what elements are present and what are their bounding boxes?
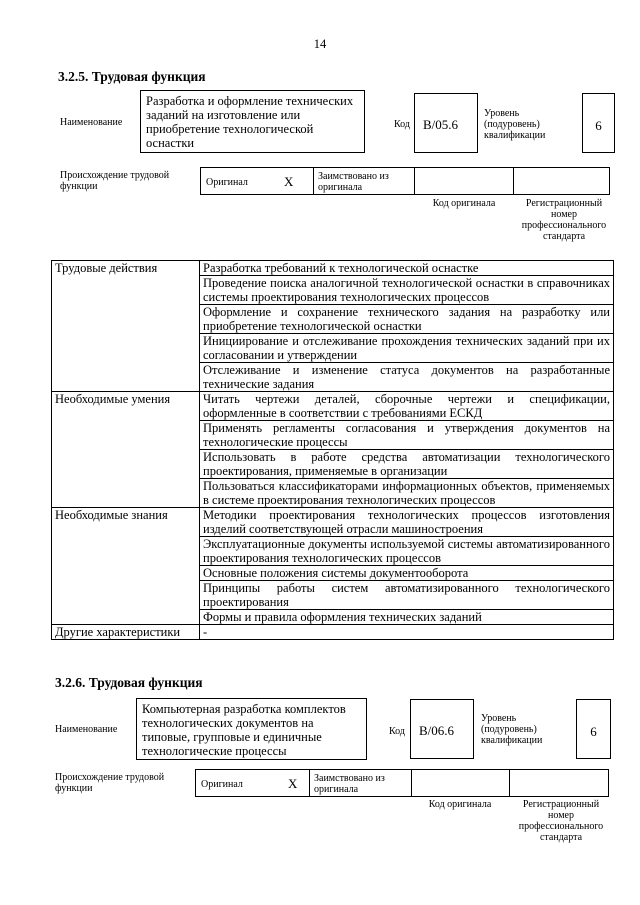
original-label: Оригинал: [201, 779, 243, 790]
orig-code-label: Код оригинала: [432, 198, 496, 209]
origin-label: Происхождение трудовой функции: [60, 170, 170, 192]
knowledge-item: Эксплуатационные документы используемой системы автоматизированного проектирования технологических процессов: [200, 537, 614, 566]
function-table: [51, 260, 614, 640]
page-number: 14: [313, 37, 327, 51]
skill-item: Пользоваться классификаторами информационных объектов, применяемых в системе проектирования технологических процессов: [200, 479, 614, 508]
labor-action-item: Разработка требований к технологической оснастке: [200, 261, 614, 276]
level-label: Уровень (подуровень) квалификации: [481, 713, 543, 746]
knowledge-item: Формы и правила оформления технических заданий: [200, 610, 614, 625]
name-label: Наименование: [55, 724, 118, 735]
labor-action-item: Инициирование и отслеживание прохождения технических заданий при их согласовании и утверждении: [200, 334, 614, 363]
section-heading-325: 3.2.5. Трудовая функция: [58, 69, 206, 84]
code-box: В/05.6: [414, 93, 478, 153]
divider: [313, 168, 314, 194]
origin-label: Происхождение трудовой функции: [55, 772, 165, 794]
other-label: Другие характеристики: [52, 625, 200, 640]
orig-code-label: Код оригинала: [428, 799, 492, 810]
knowledge-item: Основные положения системы документооборота: [200, 566, 614, 581]
skills-label: Необходимые умения: [52, 392, 200, 508]
level-label: Уровень (подуровень) квалификации: [484, 108, 546, 141]
original-label: Оригинал: [206, 177, 248, 188]
labor-action-item: Проведение поиска аналогичной технологической оснастки в справочниках системы проектирования технологических процессов: [200, 276, 614, 305]
labor-action-item: Отслеживание и изменение статуса документов на разработанные технические задания: [200, 363, 614, 392]
function-name-box: Компьютерная разработка комплектов технологических документов на типовые, групповые и единичные технологические процессы: [136, 698, 367, 760]
skill-item: Читать чертежи деталей, сборочные чертежи и спецификации, оформленные в соответствии с требованиями ЕСКД: [200, 392, 614, 421]
divider: [309, 770, 310, 796]
origin-row: [200, 167, 610, 195]
labor-actions-label: Трудовые действия: [52, 261, 200, 392]
table-row: [52, 625, 614, 640]
reg-number-label: Регистрационный номер профессионального стандарта: [518, 799, 604, 843]
knowledge-item: Принципы работы систем автоматизированного технологического проектирования: [200, 581, 614, 610]
code-label: Код: [394, 119, 410, 130]
code-label: Код: [389, 726, 405, 737]
level-box: 6: [576, 699, 611, 759]
borrowed-label: Заимствовано из оригинала: [314, 773, 385, 795]
level-box: 6: [582, 93, 615, 153]
table-row: [52, 392, 614, 421]
table-row: [52, 261, 614, 276]
divider: [411, 770, 412, 796]
divider: [414, 168, 415, 194]
borrowed-label: Заимствовано из оригинала: [318, 171, 389, 193]
divider: [509, 770, 510, 796]
knowledge-item: Методики проектирования технологических процессов изготовления изделий соответствующей отрасли машиностроения: [200, 508, 614, 537]
other-value: -: [200, 625, 614, 640]
code-box: В/06.6: [410, 699, 474, 759]
skill-item: Использовать в работе средства автоматизации технологического проектирования, применяемые в организации: [200, 450, 614, 479]
divider: [513, 168, 514, 194]
skill-item: Применять регламенты согласования и утверждения документов на технологические процессы: [200, 421, 614, 450]
knowledge-label: Необходимые знания: [52, 508, 200, 625]
function-name-box: Разработка и оформление технических заданий на изготовление или приобретение технологической оснастки: [140, 90, 365, 153]
origin-row: [195, 769, 609, 797]
table-row: [52, 508, 614, 537]
name-label: Наименование: [60, 117, 123, 128]
original-mark: X: [284, 174, 294, 189]
reg-number-label: Регистрационный номер профессионального стандарта: [521, 198, 607, 242]
original-mark: X: [288, 776, 298, 791]
section-heading-326: 3.2.6. Трудовая функция: [55, 675, 203, 690]
labor-action-item: Оформление и сохранение технического задания на разработку или приобретение технологической оснастки: [200, 305, 614, 334]
